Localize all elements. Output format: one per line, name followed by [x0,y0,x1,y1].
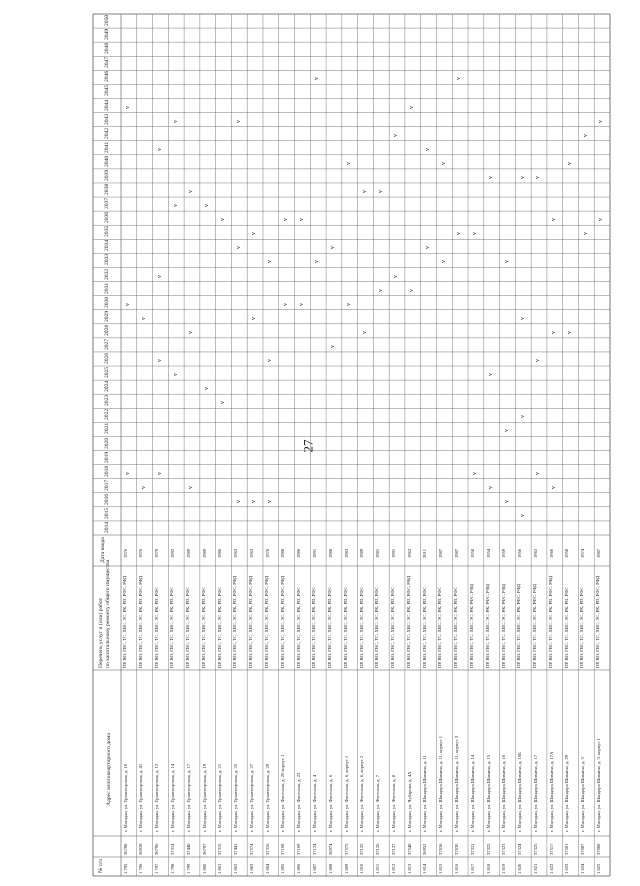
row-address: г. Магадан, ул. Шандора Шимича, д. 3 [580,757,586,832]
row-mark: v [298,218,305,222]
row-id: 37315 [217,843,223,855]
row-address: г. Магадан, ул. Шандора Шимича, д. 14 [469,754,475,832]
row-year-built: 1958 [564,548,570,558]
header-year-2048: 2048 [104,43,110,55]
row-address: г. Магадан, ул. Транспортная, д. 27 [248,763,254,832]
row-address: г. Магадан, ул. Флотская, д. 6, корпус 1 [343,755,349,832]
row-address: г. Магадан, ул. Шандора Шимича, д. 11 [422,755,428,832]
row-mark: v [298,302,305,306]
row-num: 1 808 [327,863,333,874]
row-id: 37088 [595,843,601,855]
row-address: г. Магадан, ул. Транспортная, д. 21 [217,763,223,832]
row-mark: v [251,232,258,236]
row-services: ПР, ВО, ГВС, ТС, ХВС, ЭС, РК, РП, РФС, РФД [405,575,411,668]
row-num: 1 804 [264,863,270,874]
row-year-built: 1979 [154,548,160,558]
row-mark: v [235,119,242,123]
row-services: ПР, ВО, ГВС, ТС, ХВС, ЭС, РК, РП, РФС, РФД [137,575,143,668]
header-year-2038: 2038 [104,183,110,196]
row-mark: v [472,471,479,475]
row-num: 1 803 [248,863,254,874]
row-address: г. Магадан, ул. Шандора Шимича, д. 15 [485,754,491,832]
row-mark: v [488,485,494,489]
row-year-built: 1960 [548,548,554,558]
header-year-2024: 2024 [104,381,110,393]
header-year-2016: 2016 [104,493,110,505]
row-num: 1 795 [122,863,128,874]
row-mark: v [125,302,132,306]
row-year-built: 1981 [375,548,381,558]
row-address: г. Магадан, ул. Транспортная, д. 25 [233,763,239,832]
header-year-2035: 2035 [104,226,110,238]
header-num: № п/п [98,858,104,873]
row-mark: v [346,161,353,165]
row-services: ПР, ВО, ГВС, ТС, ХВС, ЭС, РК, РП, РФС [579,587,585,668]
row-mark: v [125,105,132,109]
row-num: 1 800 [201,863,207,874]
header-year-2017: 2017 [104,479,110,491]
row-id: 37316 [264,843,270,855]
row-services: ПР, ВО, ГВС, ТС, ХВС, ЭС, РК, РП, РФС [342,587,348,668]
row-mark: v [219,401,226,405]
row-address: г. Магадан, ул. Флотская, д. 8 [390,774,396,832]
row-id: 36974 [327,843,333,855]
row-id: 37325 [532,843,538,855]
header-year-2030: 2030 [104,296,110,308]
row-id: 37314 [170,843,176,855]
row-year-built: 1963 [233,548,239,558]
row-mark: v [503,429,510,433]
row-services: ПР, ВО, ГВС, ТС, ХВС, ЭС, РК, РП, РФС [374,587,380,668]
row-id: 36928 [138,843,144,855]
row-mark: v [188,190,195,193]
row-num: 1 805 [280,863,286,874]
row-year-built: 1986 [296,548,302,558]
row-id: 37322 [485,843,491,855]
row-services: ПР, ВО, ГВС, ТС, ХВС, ЭС, РК, РФС, РФД [469,584,475,668]
row-address: г. Магадан, ул. Шандора Шимича, д. 17 [532,754,538,832]
row-mark: v [172,119,179,123]
header-year-2020: 2020 [104,437,110,449]
row-mark: v [582,133,589,137]
row-mark: v [125,471,132,475]
header-year-2050: 2050 [104,14,110,27]
row-id: 37124 [311,843,317,855]
row-services: ПР, ВО, ГВС, ТС, ХВС, ЭС, РК, РП, РФС [358,587,364,668]
row-mark: v [235,246,242,250]
row-mark: v [314,77,321,81]
row-mark: v [282,302,289,306]
row-year-built: 1989 [201,548,207,558]
row-year-built: 1954 [485,548,491,558]
row-services: ПР, ВО, ГВС, ТС, ХВС, ЭС, РК, РП, РФС [421,587,427,668]
header-year-2023: 2023 [104,395,110,407]
row-services: ПР, ВО, ГВС, ТС, ХВС, ЭС, РК, РП, РФС, РФД [232,575,238,668]
header-year-2028: 2028 [104,324,110,336]
row-num: 1 813 [406,863,412,874]
row-services: ПР, ВО, ГВС, ТС, ХВС, ЭС, РК, РП, РФС [185,587,191,668]
row-address: г. Магадан, ул. Транспортная, д. 17 [185,763,191,832]
row-address: г. Магадан, ул. Транспортная, д. 10 [122,763,128,832]
row-mark: v [503,260,510,264]
row-num: 1 810 [359,863,365,874]
row-services: ПР, ВО, ГВС, ТС, ХВС, ЭС, РК, РП, РФС [153,587,159,668]
header-year-2021: 2021 [104,423,110,435]
header-year-2033: 2033 [104,254,110,266]
row-num: 1 797 [154,863,160,874]
header-year-2032: 2032 [104,268,110,280]
row-year-built: 1987 [453,548,459,558]
row-mark: v [409,105,416,109]
row-num: 1 815 [438,863,444,874]
row-num: 1 817 [469,863,475,874]
row-mark: v [361,330,368,334]
row-id: 37517 [548,843,554,855]
row-id: 36797 [201,843,207,855]
row-mark: v [314,260,321,264]
row-address: г. Магадан, ул. Транспортная, д. 12 [154,763,160,832]
row-id: 37030 [453,843,459,855]
row-num: 1 816 [453,863,459,874]
row-mark: v [377,288,384,292]
row-services: ПР, ВО, ГВС, ТС, ХВС, ЭС, РК, РП, РФС [327,587,333,668]
row-address: г. Магадан, ул. Шандора Шимича, д. 11, корпус 1 [438,735,444,832]
header-year-2031: 2031 [104,282,110,294]
row-year-built: 1963 [248,548,254,558]
row-mark: v [488,373,494,377]
row-mark: v [156,358,163,362]
row-address: г. Магадан, ул. Флотская, д. 6, корпус 2 [359,755,365,832]
row-mark: v [582,232,589,236]
row-year-built: 1962 [532,548,538,558]
row-mark: v [156,147,163,151]
row-num: 1 823 [564,863,570,874]
row-id: 36798 [122,843,128,855]
row-num: 1 807 [311,863,317,874]
header-year-2034: 2034 [104,240,110,252]
row-services: ПР, ВО, ГВС, ТС, ХВС, ЭС, РК, РП, РФС [390,587,396,668]
header-year-2045: 2045 [104,85,110,97]
row-services: ПР, ВО, ГВС, ТС, ХВС, ЭС, РК, РФС, РФД [516,584,522,668]
row-mark: v [377,190,384,193]
row-mark: v [551,330,558,334]
row-id: 37440 [185,843,191,855]
row-mark: v [330,246,337,250]
row-num: 1 824 [580,863,586,874]
row-mark: v [535,175,542,179]
row-mark: v [188,485,195,489]
row-mark: v [535,358,542,362]
row-year-built: 1983 [343,548,349,558]
header-year-2022: 2022 [104,409,110,421]
row-mark: v [156,274,163,278]
row-year-built: 1989 [185,548,191,558]
row-id: 37501 [564,843,570,855]
row-services: ПР, ВО, ГВС, ТС, ХВС, ЭС, РК, РФС, РФД [500,584,506,668]
row-address: г. Магадан, ул. Шандора Шимича, д. 29 [564,754,570,832]
row-id: 37127 [390,843,396,855]
row-id: 37168 [280,843,286,855]
row-num: 1 798 [170,863,176,874]
row-mark: v [188,330,195,334]
row-year-built: 1991 [390,548,396,558]
row-id: 37125 [359,843,365,855]
row-mark: v [251,499,258,503]
header-year-2046: 2046 [104,71,110,83]
row-num: 1 796 [138,863,144,874]
row-num: 1 820 [517,863,523,874]
header-year-2040: 2040 [104,155,110,167]
row-id: 37169 [296,843,302,855]
row-services: ПР, ВО, ГВС, ТС, ХВС, ЭС, РК, РП, РФС, РФД [248,575,254,668]
header-year-2041: 2041 [104,141,110,153]
row-mark: v [393,274,400,278]
row-mark: v [172,204,179,208]
row-num: 1 802 [233,863,239,874]
row-mark: v [519,175,526,179]
row-address: г. Магадан, ул. Шандора Шимича, д. 16Б [517,752,523,832]
row-services: ПР, ВО, ГВС, ТС, ХВС, ЭС, РК, РП, РФС [563,587,569,668]
row-services: ПР, ВО, ГВС, ТС, ХВС, ЭС, РК, РП, РФС [295,587,301,668]
header-year-2015: 2015 [104,507,110,519]
row-num: 1 806 [296,863,302,874]
row-id: 37036 [438,843,444,855]
row-mark: v [456,232,463,236]
row-id: 36796 [154,843,160,855]
row-address: г. Магадан, ул. Флотская, д. 4 [311,774,317,832]
row-address: г. Магадан, ул. Флотская, д. 6 [327,774,333,832]
row-mark: v [519,415,526,419]
row-id: 37321 [469,843,475,855]
header-year-2026: 2026 [104,352,110,365]
row-mark: v [551,218,558,222]
row-services: ПР, ВО, ГВС, ТС, ХВС, ЭС, РК, РП, РФС [311,587,317,668]
row-year-built: 1986 [217,548,223,558]
row-services: ПР, ВО, ГВС, ТС, ХВС, ЭС, РК, РФС, РФД [484,584,490,668]
row-mark: v [361,190,368,193]
row-services: ПР, ВО, ГВС, ТС, ХВС, ЭС, РК, РП, РФС, РФД [595,575,601,668]
header-year-2043: 2043 [104,113,110,125]
row-mark: v [456,77,463,81]
row-num: 1 799 [185,863,191,874]
row-id: 37441 [233,843,239,855]
row-mark: v [472,232,479,236]
row-mark: v [409,288,416,292]
row-address: г. Магадан, ул. Шандора Шимича, д. 17А [548,751,554,832]
row-id: 37323 [501,843,507,855]
row-mark: v [346,302,353,306]
row-address: г. Магадан, ул. Шандора Шимича, д. 11, корпус 3 [453,735,459,832]
row-mark: v [267,260,274,264]
row-mark: v [267,499,274,503]
row-services: ПР, ВО, ГВС, ТС, ХВС, ЭС, РК, РП, РФС [200,587,206,668]
row-year-built: 1974 [580,548,586,558]
row-mark: v [424,246,431,250]
row-mark: v [535,471,542,475]
row-mark: v [519,316,526,320]
header-year-2044: 2044 [104,99,110,111]
header-year-2025: 2025 [104,366,110,379]
row-services: ПР, ВО, ГВС, ТС, ХВС, ЭС, РК, РП, РФС [437,587,443,668]
header-year-2019: 2019 [104,451,110,463]
row-mark: v [235,499,242,503]
row-mark: v [172,373,179,377]
row-address: г. Магадан, ул. Флотская, д. 20 корпус 1 [280,754,286,832]
header-year-2036: 2036 [104,212,110,224]
row-num: 1 825 [595,863,601,874]
row-mark: v [330,344,337,348]
row-num: 1 819 [501,863,507,874]
row-services: ПР, ВО, ГВС, ТС, ХВС, ЭС, РК, РП, РФС [169,587,175,668]
header-year-2029: 2029 [104,310,110,322]
row-mark: v [551,485,558,489]
row-mark: v [219,218,226,222]
row-address: г. Магадан, ул. Шандора Шимича, д. 3, корпус 1 [595,738,601,832]
row-mark: v [282,218,289,222]
row-services: ПР, ВО, ГВС, ТС, ХВС, ЭС, РК, РП, РФС, РФД [122,575,127,668]
row-mark: v [440,260,447,264]
row-address: г. Магадан, ул. Транспортная, д. 19 [201,763,207,832]
row-services: ПР, ВО, ГВС, ТС, ХВС, ЭС, РК, РП, РФС, РФД [263,575,269,668]
row-mark: v [503,499,510,503]
row-mark: v [566,161,573,165]
row-year-built: 1959 [501,548,507,558]
row-id: 36952 [422,843,428,855]
row-mark: v [204,387,211,391]
row-num: 1 814 [422,863,428,874]
row-mark: v [393,133,400,137]
row-year-built: 1970 [264,548,270,558]
row-id: 37324 [517,843,523,855]
row-mark: v [566,330,573,334]
row-address: г. Магадан, ул. Флотская, д. 22 [296,772,302,832]
row-services: ПР, ВО, ГВС, ТС, ХВС, ЭС, РК, РП, РФС [216,587,222,668]
row-mark: v [598,119,605,123]
row-id: 37087 [580,843,586,855]
header-address: Адрес многоквартирного дома [106,733,112,806]
row-year-built: 1976 [138,548,144,558]
row-year-built: 1958 [469,548,475,558]
row-services: ПР, ВО, ГВС, ТС, ХВС, ЭС, РК, РП, РФС, РФД [547,575,553,668]
header-services: Перечень услуг и (или) работ [98,597,104,668]
row-year-built: 1988 [280,548,286,558]
row-mark: v [140,316,147,320]
row-num: 1 822 [548,863,554,874]
row-address: г. Магадан, ул. Транспортная, д. 41 [138,763,144,832]
row-num: 1 811 [375,863,381,874]
row-year-built: 1991 [311,548,317,558]
row-address: г. Магадан, ул. Чубарова, д. 4А [406,771,412,832]
row-mark: v [519,513,526,517]
row-year-built: 2011 [422,548,428,558]
row-mark: v [204,204,211,208]
row-address: г. Магадан, ул. Транспортная, д. 14 [170,763,176,832]
row-num: 1 809 [343,863,349,874]
row-year-built: 1992 [170,548,176,558]
row-mark: v [598,218,605,222]
row-services: ПР, ВО, ГВС, ТС, ХВС, ЭС, РК, РП, РФС [453,587,459,668]
row-num: 1 818 [485,863,491,874]
row-services: ПР, ВО, ГВС, ТС, ХВС, ЭС, РК, РП, РФС, РФД [279,575,285,668]
header-year-2039: 2039 [104,169,110,181]
row-services: ПР, ВО, ГВС, ТС, ХВС, ЭС, РК, РФС, РФД [532,584,538,668]
row-mark: v [488,175,494,179]
row-year-built: 1987 [438,548,444,558]
header-services-cont: по капитальному ремонту общего имущества [105,559,111,668]
row-id: 37548 [406,843,412,855]
row-num: 1 812 [390,863,396,874]
row-year-built: 1988 [327,548,333,558]
row-year-built: 1989 [359,548,365,558]
row-year-built: 1976 [122,548,128,558]
row-id: 37575 [343,843,349,855]
row-address: г. Магадан, ул. Шандора Шимича, д. 16 [501,754,507,832]
header-year-2037: 2037 [104,197,110,210]
page-number: 27 [300,439,316,453]
header-year-2042: 2042 [104,127,110,139]
row-year-built: 1962 [406,548,412,558]
row-mark: v [251,316,258,320]
row-mark: v [440,161,447,165]
header-year-built: Дата ввода [100,537,106,563]
header-year-2018: 2018 [104,465,110,477]
row-num: 1 801 [217,863,223,874]
header-year-2047: 2047 [104,57,110,69]
header-year-2014: 2014 [104,521,110,533]
row-address: г. Магадан, ул. Флотская, д. 7 [375,774,381,832]
row-mark: v [424,147,431,151]
row-mark: v [156,471,163,475]
row-year-built: 1956 [517,548,523,558]
row-mark: v [267,358,274,362]
row-year-built: 1987 [595,548,601,558]
row-id: 37126 [375,843,381,855]
row-num: 1 821 [532,863,538,874]
row-address: г. Магадан, ул. Транспортная, д. 29 [264,763,270,832]
row-mark: v [140,485,147,489]
header-year-2027: 2027 [104,338,110,350]
row-id: 37574 [248,843,254,855]
header-year-2049: 2049 [104,28,110,41]
